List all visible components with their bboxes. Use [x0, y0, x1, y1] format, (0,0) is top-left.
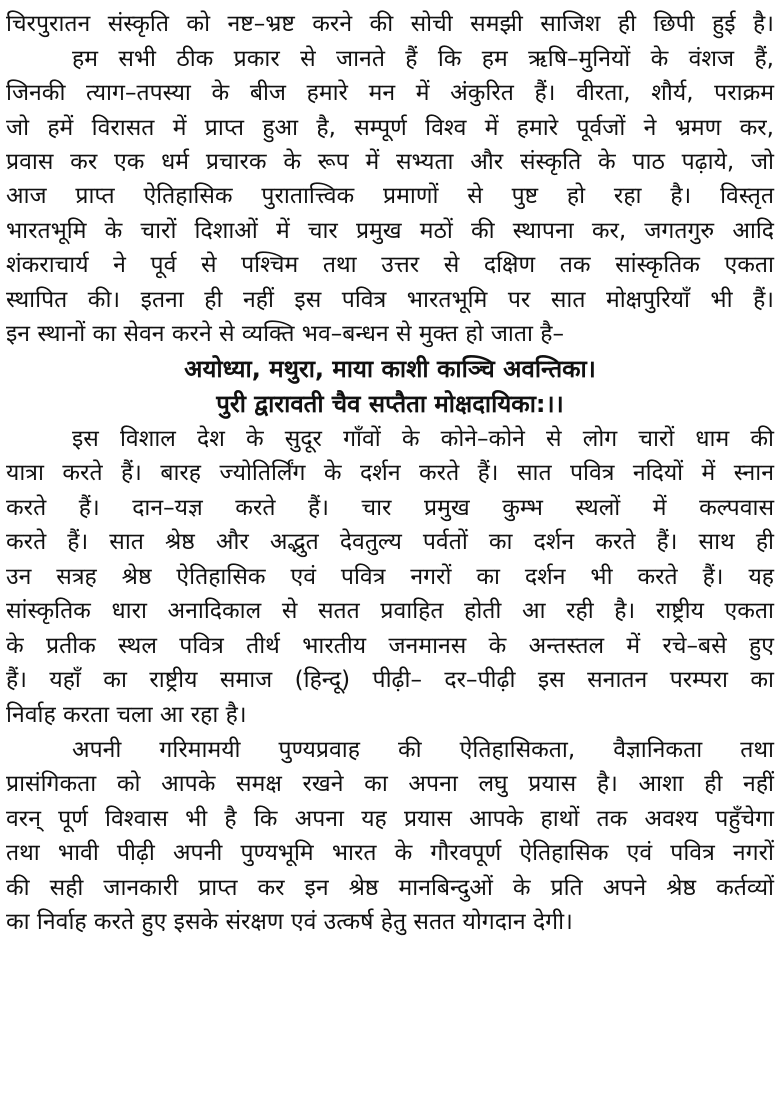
verse-line: अयोध्या, मथुरा, माया काशी काञ्चि अवन्तिका। — [184, 355, 596, 383]
text-line: तथा भावी पीढ़ी अपनी पुण्यभूमि भारत के गौरवपूर्ण ऐतिहासिक एवं पवित्र नगरों — [6, 840, 774, 866]
text-line: करते हैं। दान–यज्ञ करते हैं। चार प्रमुख कुम्भ स्थलों में कल्पवास — [6, 495, 774, 521]
text-line: भारतभूमि के चारों दिशाओं में चार प्रमुख मठों की स्थापना कर, जगतगुरु आदि — [6, 218, 774, 244]
text-line: प्रवास कर एक धर्म प्रचारक के रूप में सभ्यता और संस्कृति के पाठ पढ़ाये, जो — [6, 149, 774, 175]
text-line: सांस्कृतिक धारा अनादिकाल से सतत प्रवाहित होती आ रही है। राष्ट्रीय एकता — [6, 598, 774, 624]
text-line: यात्रा करते हैं। बारह ज्योतिर्लिंग के दर्शन करते हैं। सात पवित्र नदियों में स्नान — [6, 460, 774, 486]
text-line: वरन् पूर्ण विश्वास भी है कि अपना यह प्रयास आपके हाथों तक अवश्य पहुँचेगा — [6, 806, 774, 832]
text-line: के प्रतीक स्थल पवित्र तीर्थ भारतीय जनमानस के अन्तस्तल में रचे–बसे हुए — [6, 633, 774, 659]
paragraph-start: हम सभी ठीक प्रकार से जानते हैं कि हम ऋषि–मुनियों के वंशज हैं, — [72, 46, 774, 72]
text-line: शंकराचार्य ने पूर्व से पश्चिम तथा उत्तर से दक्षिण तक सांस्कृतिक एकता — [6, 252, 774, 278]
text-line: की सही जानकारी प्राप्त कर इन श्रेष्ठ मानबिन्दुओं के प्रति अपने श्रेष्ठ कर्तव्यों — [6, 875, 774, 901]
text-line: आज प्राप्त ऐतिहासिक पुरातात्त्विक प्रमाणों से पुष्ट हो रहा है। विस्तृत — [6, 183, 774, 209]
text-line: जो हमें विरासत में प्राप्त हुआ है, सम्पूर्ण विश्व में हमारे पूर्वजों ने भ्रमण कर, — [6, 115, 774, 141]
text-line: प्रासंगिकता को आपके समक्ष रखने का अपना लघु प्रयास है। आशा ही नहीं — [6, 771, 774, 797]
text-line: इन स्थानों का सेवन करने से व्यक्ति भव–बन्धन से मुक्त हो जाता है– — [6, 321, 564, 347]
text-line: का निर्वाह करते हुए इसके संरक्षण एवं उत्कर्ष हेतु सतत योगदान देगी। — [6, 909, 573, 935]
text-line: हैं। यहाँ का राष्ट्रीय समाज (हिन्दू) पीढ़ी– दर–पीढ़ी इस सनातन परम्परा का — [6, 667, 774, 693]
text-line: उन सत्रह श्रेष्ठ ऐतिहासिक एवं पवित्र नगरों का दर्शन भी करते हैं। यह — [6, 564, 774, 590]
paragraph-start: इस विशाल देश के सुदूर गाँवों के कोने–कोने से लोग चारों धाम की — [72, 426, 774, 452]
paragraph-start: अपनी गरिमामयी पुण्यप्रवाह की ऐतिहासिकता, वैज्ञानिकता तथा — [72, 737, 774, 763]
verse-line: पुरी द्वारावती चैव सप्तैता मोक्षदायिका:।। — [216, 390, 564, 418]
text-line: चिरपुरातन संस्कृति को नष्ट–भ्रष्ट करने की सोची समझी साजिश ही छिपी हुई है। — [6, 11, 774, 37]
text-line: जिनकी त्याग–तपस्या के बीज हमारे मन में अंकुरित हैं। वीरता, शौर्य, पराक्रम — [6, 80, 774, 106]
text-line: निर्वाह करता चला आ रहा है। — [6, 702, 247, 728]
text-line: स्थापित की। इतना ही नहीं इस पवित्र भारतभूमि पर सात मोक्षपुरियाँ भी हैं। — [6, 287, 774, 313]
text-line: करते हैं। सात श्रेष्ठ और अद्भुत देवतुल्य पर्वतों का दर्शन करते हैं। साथ ही — [6, 529, 774, 555]
